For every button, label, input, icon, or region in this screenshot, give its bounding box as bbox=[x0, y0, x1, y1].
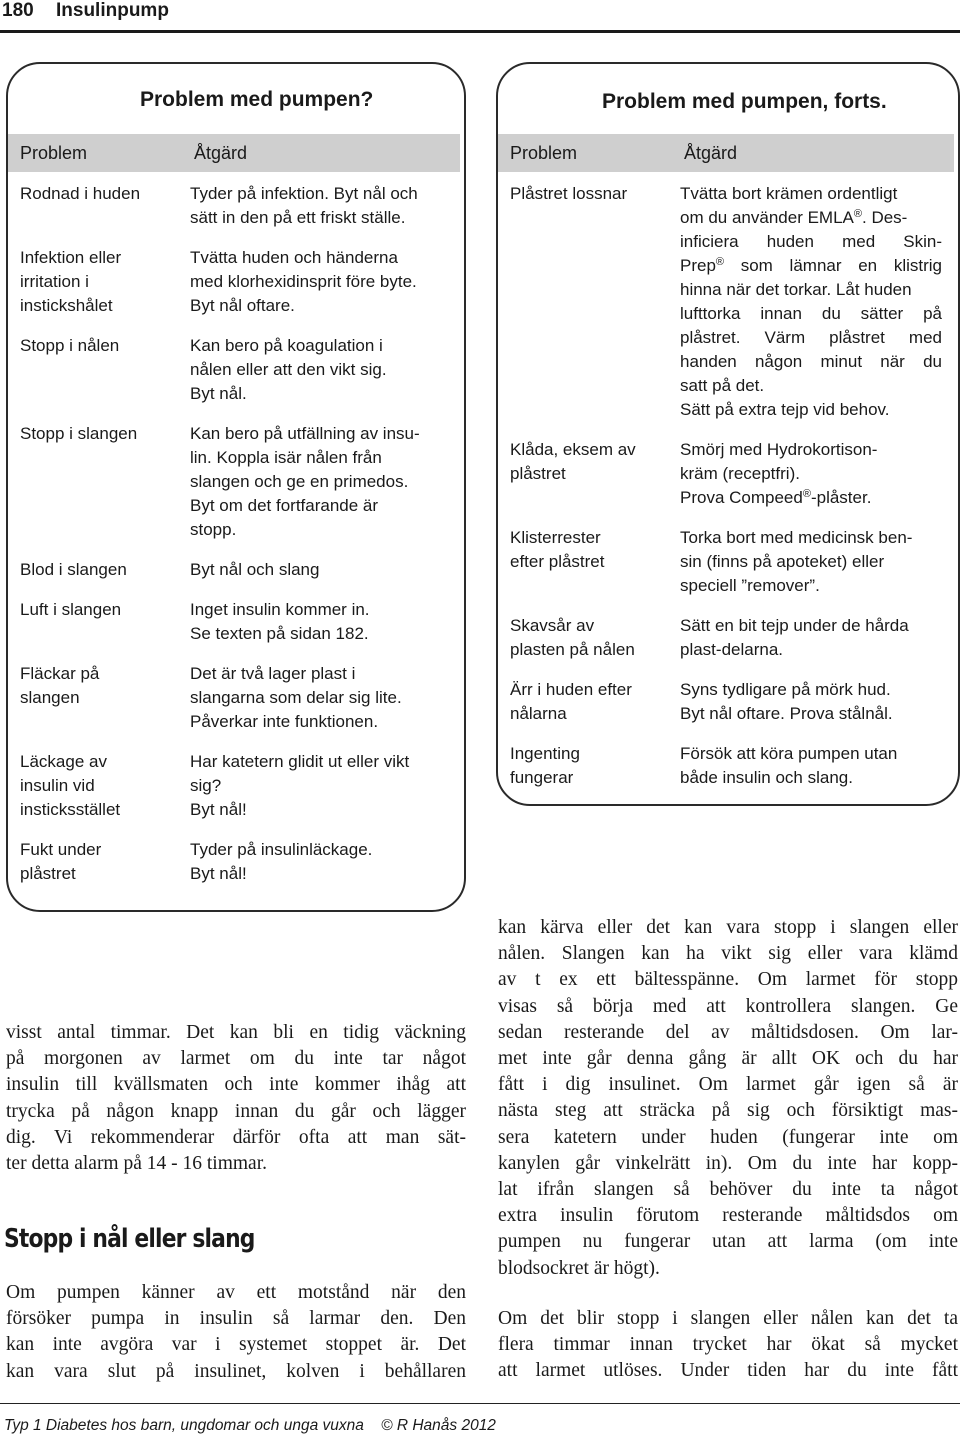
col-header-action: Åtgärd bbox=[684, 143, 738, 163]
table-row-action: Tvätta bort krämen ordentligt om du använder EMLA®. Des- inficiera huden med Skin- Prep® som lämnar en klistrig hinna när det torkar. Låt huden lufttorka innan du sätter på plåstret. Värm plåstret med handen någon minut när du satt på det. Sätt på extra tejp vid behov. bbox=[680, 184, 942, 419]
table-header bbox=[8, 134, 460, 172]
table-row-action: Byt nål och slang bbox=[190, 560, 320, 579]
table-header bbox=[498, 134, 954, 172]
table-row-problem: Rodnad i huden bbox=[20, 184, 141, 203]
table-row-problem: Stopp i nålen bbox=[20, 336, 120, 355]
table-row-action: Smörj med Hydrokortison- kräm (receptfri). Prova Compeed®-plåster. bbox=[680, 440, 878, 507]
table-row-problem: Läckage av insulin vid insticksstället bbox=[20, 752, 121, 819]
table-row-action: Kan bero på utfällning av insu- lin. Koppla isär nålen från slangen och ge en primedos. Byt om det fortfarande är stopp. bbox=[190, 424, 420, 539]
body-paragraph: kan kärva eller det kan vara stopp i slangen eller nålen. Slangen kan ha vikt sig eller vara klämd av t ex ett bältesspänne. Om larmet för stopp visas så börja med att kontrollera slangen. Ge sedan resterande del av måltidsdosen. Om lar- met inte går denna gång är allt OK och du har fått i dig insulinet. Om larmet går igen så är nästa steg att sträcka på sig och försiktigt mas- sera katetern under huden (fungerar inte om kanylen går vinkelrätt in). Om du inte har kopp- lat ifrån slangen så behöver du inte ta något extra insulin förutom resterande måltidsdos om pumpen nu fungerar utan att larma (om inte blodsockret är högt). bbox=[498, 917, 958, 1279]
section-heading: Stopp i nål eller slang bbox=[4, 1224, 255, 1254]
table-row-problem: Klisterrester efter plåstret bbox=[510, 528, 605, 571]
body-paragraph: visst antal timmar. Det kan bli en tidig väckning på morgonen av larmet om du inte tar något insulin till kvällsmaten och inte kommer ihåg att trycka på någon knapp innan du går och lägger dig. Vi rekommenderar därför ofta att man sät- ter detta alarm på 14 - 16 timmar. bbox=[6, 1022, 466, 1175]
table-row-action: Inget insulin kommer in. Se texten på sidan 182. bbox=[190, 600, 370, 643]
problem-table-right bbox=[496, 62, 960, 806]
header-rule bbox=[0, 30, 960, 33]
col-header-problem: Problem bbox=[20, 143, 88, 163]
body-paragraph: Om pumpen känner av ett motstånd när den försöker pumpa in insulin så larmar den. Den kan inte avgöra var i systemet stoppet är. Det kan vara slut på insulinet, kolven i behållaren bbox=[6, 1282, 466, 1382]
table-row-action: Har katetern glidit ut eller vikt sig? Byt nål! bbox=[190, 752, 410, 819]
running-header bbox=[0, 0, 960, 22]
table-row-action: Tvätta huden och händerna med klorhexidinsprit före byte. Byt nål oftare. bbox=[190, 248, 417, 315]
table-row-action: Tyder på insulinläckage. Byt nål! bbox=[190, 840, 373, 883]
table-row-problem: Blod i slangen bbox=[20, 560, 127, 579]
problem-table-left bbox=[6, 62, 466, 912]
col-header-action: Åtgärd bbox=[194, 143, 248, 163]
table-row-problem: Fukt under plåstret bbox=[20, 840, 102, 883]
table-row-problem: Plåstret lossnar bbox=[510, 184, 628, 203]
table-row-problem: Infektion eller irritation i instickshålet bbox=[20, 248, 122, 315]
table-row-action: Det är två lager plast i slangarna som delar sig lite. Påverkar inte funktionen. bbox=[190, 664, 402, 731]
page-number: 180 bbox=[2, 0, 34, 21]
footer-text: Typ 1 Diabetes hos barn, ungdomar och unga vuxna © R Hanås 2012 bbox=[4, 1417, 496, 1434]
table-title: Problem med pumpen? bbox=[140, 88, 374, 111]
table-row-problem: Ingenting fungerar bbox=[510, 744, 580, 787]
table-row-action: Syns tydligare på mörk hud. Byt nål oftare. Prova stålnål. bbox=[680, 680, 893, 723]
body-paragraph: Om det blir stopp i slangen eller nålen kan det ta flera timmar innan trycket har ökat så mycket att larmet utlöses. Under tiden har du inte fått bbox=[498, 1308, 958, 1382]
table-row-problem: Klåda, eksem av plåstret bbox=[510, 440, 636, 483]
footer-rule bbox=[0, 1403, 960, 1404]
chapter-title: Insulinpump bbox=[56, 0, 169, 21]
table-row-problem: Stopp i slangen bbox=[20, 424, 138, 443]
table-row-problem: Fläckar på slangen bbox=[20, 664, 100, 707]
table-row-action: Torka bort med medicinsk ben- sin (finns på apoteket) eller speciell ”remover”. bbox=[680, 528, 913, 595]
table-row-problem: Luft i slangen bbox=[20, 600, 122, 619]
col-header-problem: Problem bbox=[510, 143, 578, 163]
table-row-action: Sätt en bit tejp under de hårda plast-delarna. bbox=[680, 616, 909, 659]
table-row-problem: Ärr i huden efter nålarna bbox=[510, 680, 632, 723]
table-row-action: Försök att köra pumpen utan både insulin och slang. bbox=[680, 744, 898, 787]
table-row-action: Kan bero på koagulation i nålen eller att den vikt sig. Byt nål. bbox=[190, 336, 387, 403]
table-row-problem: Skavsår av plasten på nålen bbox=[510, 616, 635, 659]
table-row-action: Tyder på infektion. Byt nål och sätt in den på ett friskt ställe. bbox=[190, 184, 418, 227]
table-title: Problem med pumpen, forts. bbox=[602, 90, 887, 113]
